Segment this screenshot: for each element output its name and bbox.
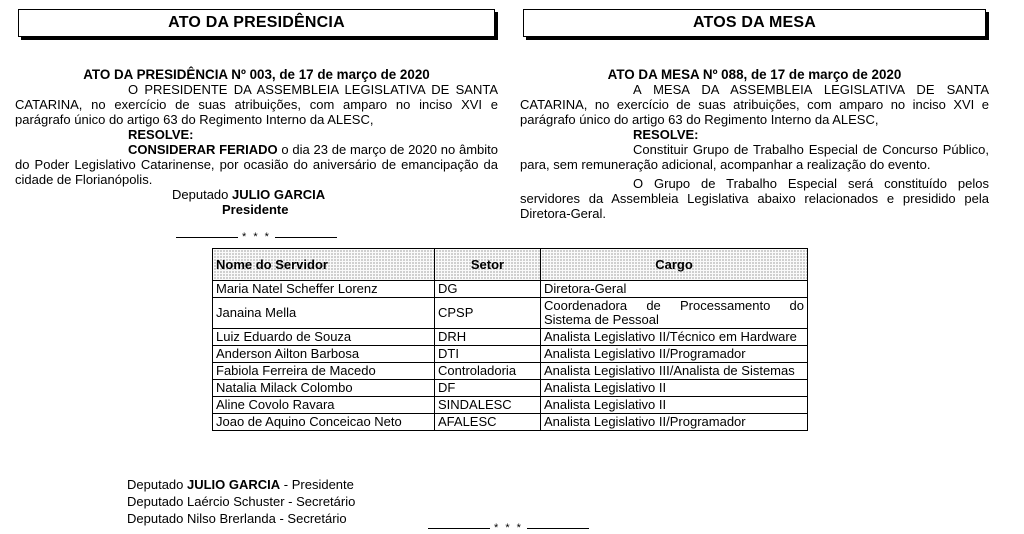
separator-stars: * * * — [242, 231, 271, 243]
cell-nome: Aline Covolo Ravara — [213, 397, 435, 414]
table-row — [213, 397, 808, 414]
column-header-nome: Nome do Servidor — [213, 249, 435, 281]
cell-nome: Luiz Eduardo de Souza — [213, 329, 435, 346]
separator-line — [527, 528, 589, 529]
table-row — [213, 363, 808, 380]
atos-mesa-intro: A MESA DA ASSEMBLEIA LEGISLATIVA DE SANTA CATARINA, no exercício de suas atribuições, com amparo no inciso XVI e parágrafo único do artigo 63 do Regimento Interno da ALESC, — [520, 82, 989, 127]
cell-setor: DG — [435, 281, 541, 298]
cell-nome: Natalia Milack Colombo — [213, 380, 435, 397]
cell-cargo: Coordenadora de Processamento do Sistema de Pessoal — [541, 298, 808, 329]
separator-line — [176, 237, 238, 238]
signature-prefix: Deputado — [127, 477, 187, 492]
table-row — [213, 281, 808, 298]
separator-line — [275, 237, 337, 238]
ato-presidencia-resolve: RESOLVE: — [128, 127, 194, 142]
ato-presidencia-column — [15, 9, 498, 217]
signature-secretario-2: Deputado Nilso Brerlanda - Secretário — [127, 511, 347, 526]
servidores-table-wrapper — [212, 248, 808, 431]
atos-mesa-paragraph-2: Constituir Grupo de Trabalho Especial de Concurso Público, para, sem remuneração adicional, acompanhar a realização do evento. — [520, 142, 989, 172]
signature-name: JULIO GARCIA — [232, 187, 326, 202]
ato-presidencia-header: ATO DA PRESIDÊNCIA — [18, 9, 495, 37]
cell-setor: DTI — [435, 346, 541, 363]
cell-cargo: Analista Legislativo II/Programador — [541, 414, 808, 431]
bottom-separator — [428, 523, 589, 534]
cell-setor: SINDALESC — [435, 397, 541, 414]
cell-cargo: Diretora-Geral — [541, 281, 808, 298]
table-row — [213, 346, 808, 363]
table-row — [213, 414, 808, 431]
atos-mesa-paragraph-3: O Grupo de Trabalho Especial será constituído pelos servidores da Assembleia Legislativa abaixo relacionados e presidido pela Diretora-Geral. — [520, 176, 989, 221]
table-row — [213, 329, 808, 346]
feriado-text: o dia 23 de março de 2020 no âmbito do Poder Legislativo Catarinense, por ocasião do aniversário de emancipação da cidade de Florianópolis. — [15, 142, 499, 187]
signature-presidente — [127, 476, 355, 493]
signature-role: - Presidente — [280, 477, 354, 492]
ato-presidencia-title: ATO DA PRESIDÊNCIA Nº 003, de 17 de março de 2020 — [83, 67, 430, 82]
presidencia-separator — [176, 232, 337, 243]
signature-secretario-1: Deputado Laércio Schuster - Secretário — [127, 494, 356, 509]
separator-line — [428, 528, 490, 529]
cell-cargo: Analista Legislativo III/Analista de Sistemas — [541, 363, 808, 380]
cell-nome: Fabiola Ferreira de Macedo — [213, 363, 435, 380]
cell-setor: CPSP — [435, 298, 541, 329]
cell-nome: Joao de Aquino Conceicao Neto — [213, 414, 435, 431]
cell-cargo: Analista Legislativo II/Técnico em Hardware — [541, 329, 808, 346]
cell-cargo: Analista Legislativo II/Programador — [541, 346, 808, 363]
ato-presidencia-feriado — [15, 142, 498, 187]
ato-presidencia-signature-role: Presidente — [222, 202, 289, 217]
separator-stars: * * * — [494, 522, 523, 534]
cell-nome: Janaina Mella — [213, 298, 435, 329]
signature-name: JULIO GARCIA — [187, 477, 281, 492]
cell-nome: Anderson Ailton Barbosa — [213, 346, 435, 363]
cell-cargo: Analista Legislativo II — [541, 397, 808, 414]
table-row — [213, 380, 808, 397]
ato-presidencia-signature — [15, 187, 498, 202]
cell-setor: DF — [435, 380, 541, 397]
cell-setor: AFALESC — [435, 414, 541, 431]
servidores-table — [212, 248, 808, 431]
table-row — [213, 298, 808, 329]
atos-mesa-header: ATOS DA MESA — [523, 9, 986, 37]
feriado-label: CONSIDERAR FERIADO — [128, 142, 278, 157]
atos-mesa-title: ATO DA MESA Nº 088, de 17 de março de 2020 — [607, 67, 902, 82]
column-header-setor: Setor — [435, 249, 541, 281]
signature-prefix: Deputado — [172, 187, 232, 202]
column-header-cargo: Cargo — [541, 249, 808, 281]
cell-setor: Controladoria — [435, 363, 541, 380]
mesa-signatures — [127, 476, 355, 527]
cell-cargo: Analista Legislativo II — [541, 380, 808, 397]
table-header-row — [213, 249, 808, 281]
cell-nome: Maria Natel Scheffer Lorenz — [213, 281, 435, 298]
cell-setor: DRH — [435, 329, 541, 346]
ato-presidencia-intro: O PRESIDENTE DA ASSEMBLEIA LEGISLATIVA DE SANTA CATARINA, no exercício de suas atribuições, com amparo no inciso XVI e parágrafo único do artigo 63 do Regimento Interno da ALESC, — [15, 82, 498, 127]
atos-mesa-resolve: RESOLVE: — [633, 127, 699, 142]
atos-mesa-column — [520, 9, 989, 221]
